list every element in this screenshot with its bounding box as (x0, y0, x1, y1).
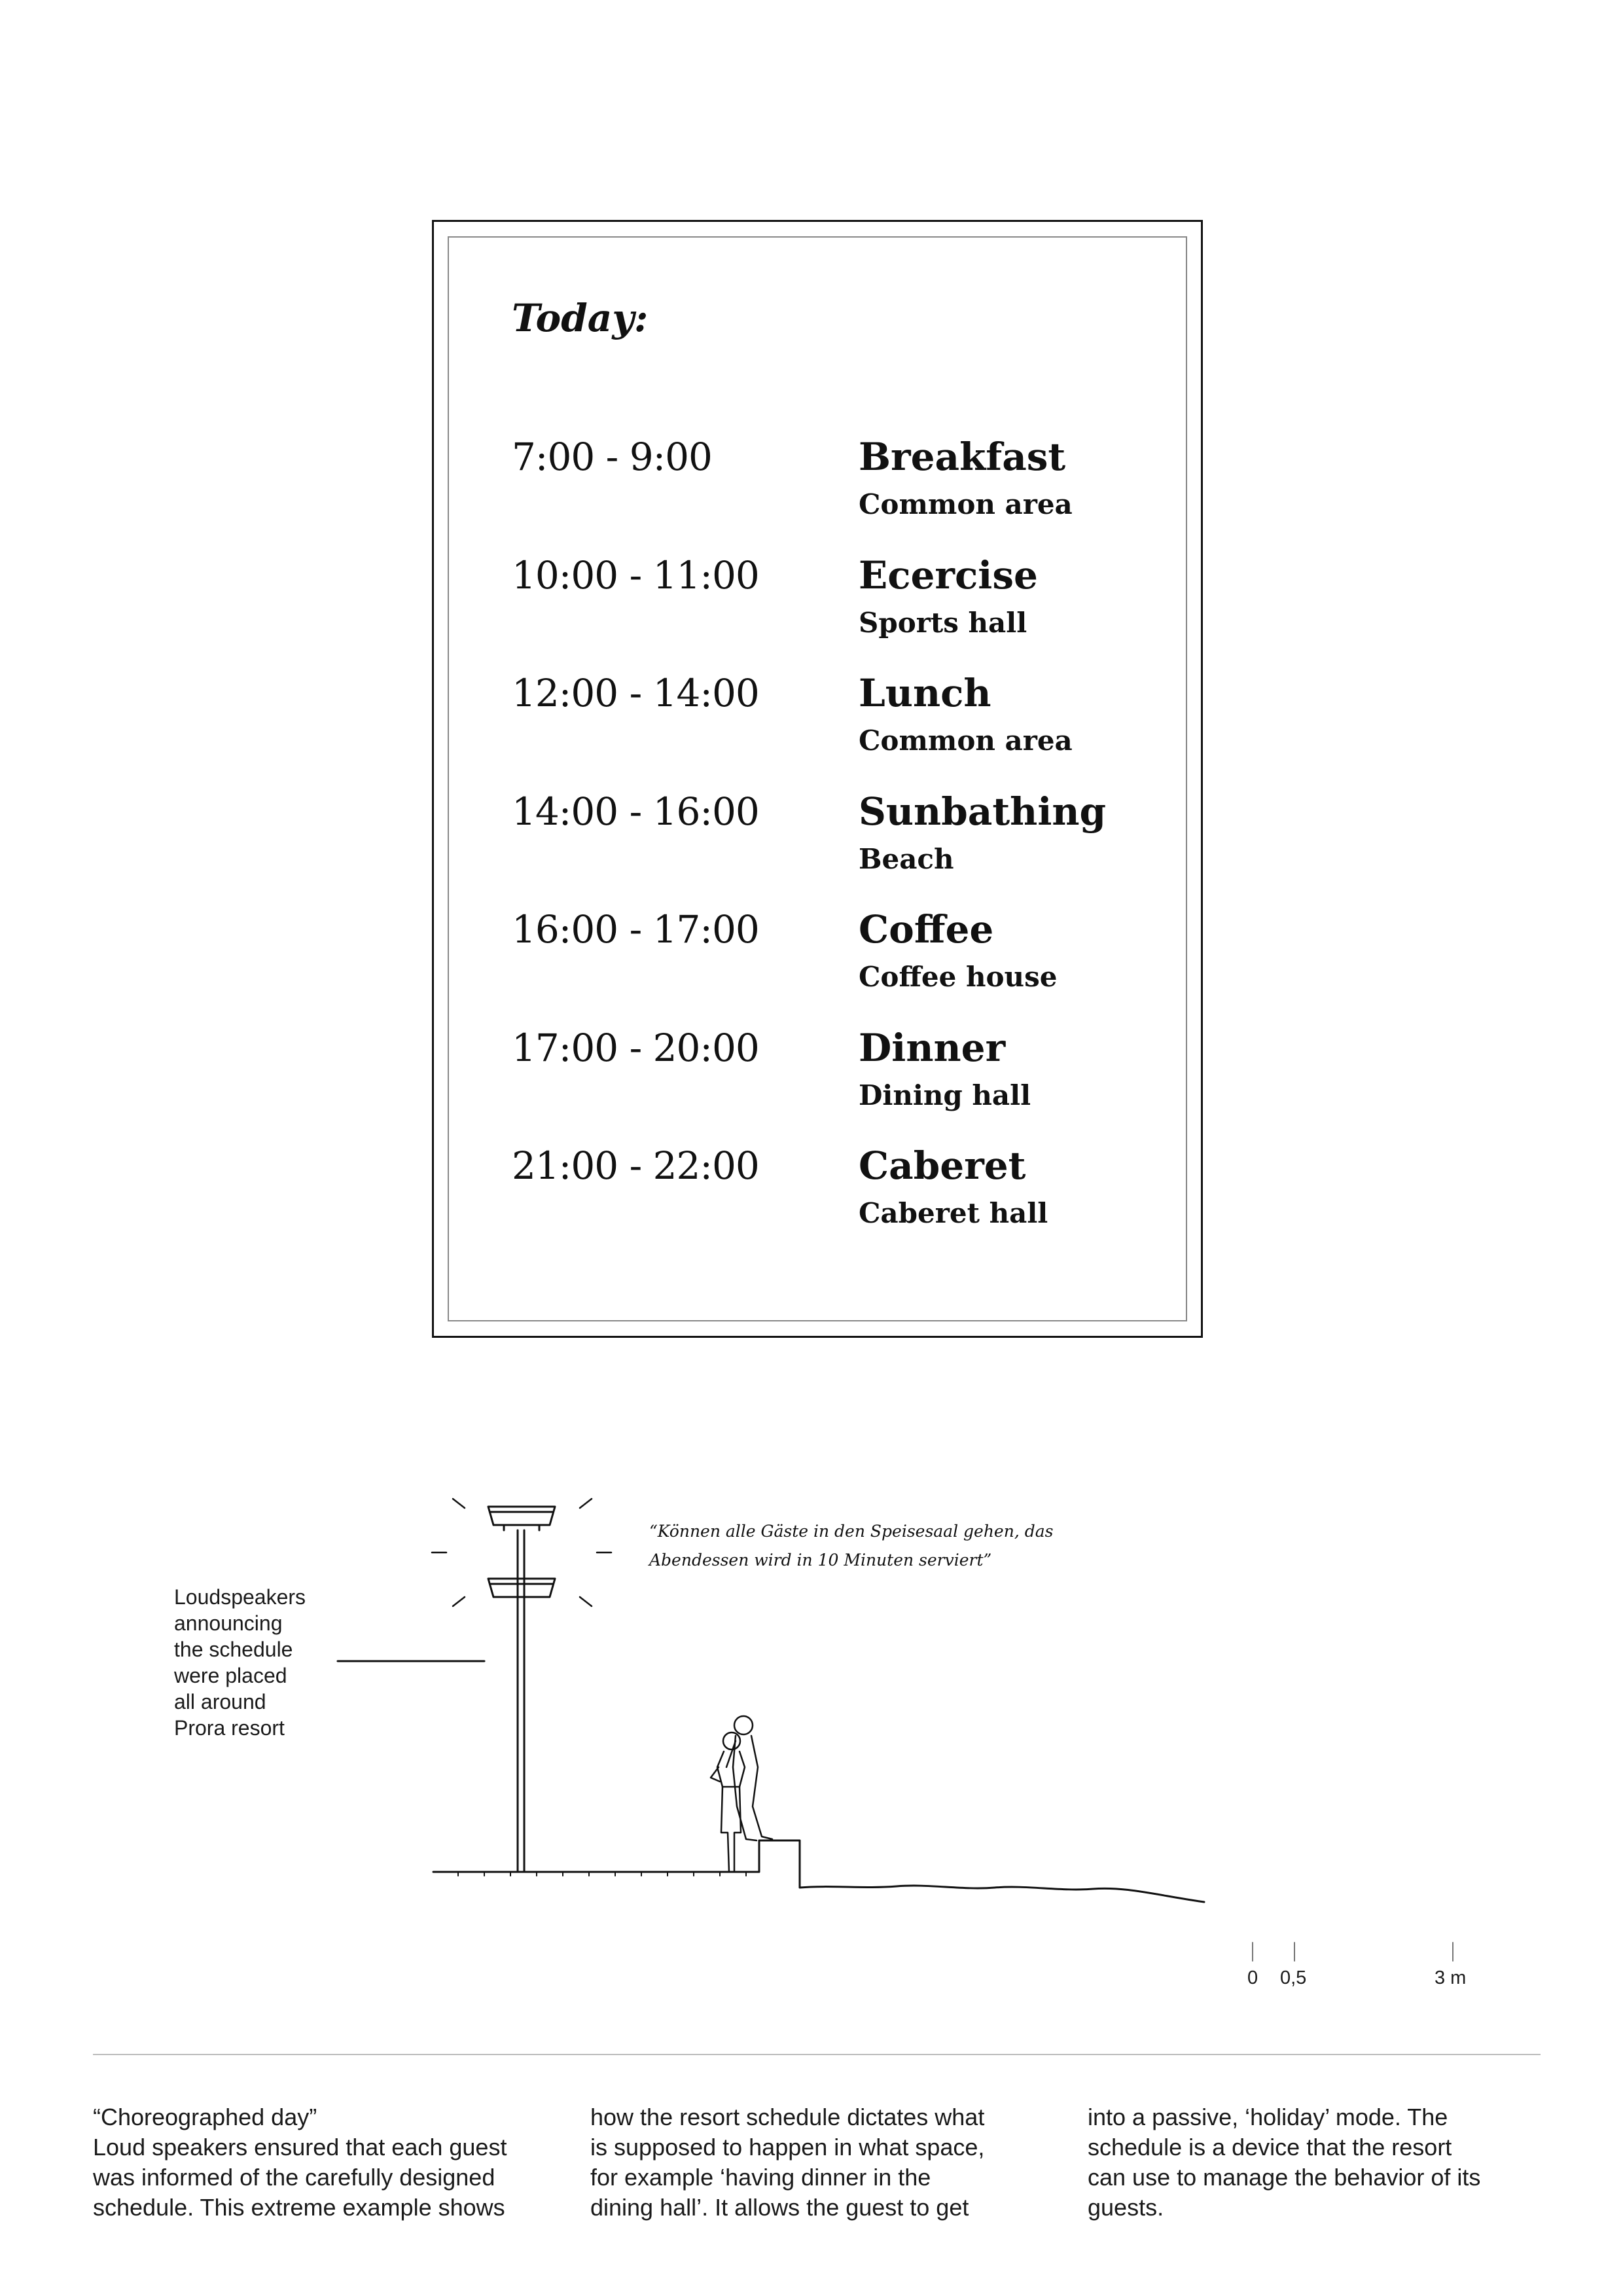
caption-column-3 (1088, 2102, 1559, 2223)
caption-line: schedule. This extreme example shows (93, 2194, 505, 2221)
schedule-time: 14:00 - 16:00 (512, 789, 759, 834)
loudspeaker-annotation (174, 1584, 344, 1741)
caption-title: “Choreographed day” (93, 2104, 317, 2130)
caption-line: for example ‘having dinner in the (590, 2164, 931, 2191)
caption-line: guests. (1088, 2194, 1164, 2221)
schedule-place: Beach (859, 843, 954, 875)
annotation-line: announcing (174, 1611, 283, 1635)
quote-line: Abendessen wird in 10 Minuten serviert” (649, 1551, 992, 1570)
schedule-time: 12:00 - 14:00 (512, 671, 759, 715)
schedule-place: Common area (859, 488, 1073, 520)
schedule-place: Caberet hall (859, 1197, 1048, 1229)
caption-line: schedule is a device that the resort (1088, 2134, 1452, 2161)
caption-line: is supposed to happen in what space, (590, 2134, 985, 2161)
announcement-quote (649, 1517, 1107, 1575)
schedule-title: Today: (512, 296, 649, 340)
caption-line: into a passive, ‘holiday’ mode. The (1088, 2104, 1448, 2130)
caption-line: was informed of the carefully designed (93, 2164, 495, 2191)
caption-column-2 (590, 2102, 1061, 2223)
scale-label: 0,5 (1280, 1967, 1307, 1988)
annotation-line: were placed (174, 1664, 287, 1687)
schedule-place: Sports hall (859, 607, 1027, 639)
schedule-activity: Lunch (859, 671, 991, 715)
schedule-activity: Ecercise (859, 553, 1038, 598)
schedule-time: 21:00 - 22:00 (512, 1143, 759, 1188)
schedule-activity: Coffee (859, 907, 994, 952)
schedule-activity: Sunbathing (859, 789, 1107, 834)
schedule-activity: Caberet (859, 1143, 1026, 1188)
schedule-time: 10:00 - 11:00 (512, 553, 759, 598)
annotation-line: Loudspeakers (174, 1585, 306, 1609)
schedule-time: 17:00 - 20:00 (512, 1026, 759, 1070)
loudspeaker-pole (518, 1530, 524, 1872)
sound-rays (432, 1499, 611, 1606)
schedule-activity: Breakfast (859, 435, 1066, 479)
scale-label: 3 m (1435, 1967, 1467, 1988)
caption-line: can use to manage the behavior of its (1088, 2164, 1481, 2191)
loudspeaker-icon (488, 1571, 555, 1597)
schedule-time: 16:00 - 17:00 (512, 907, 759, 952)
annotation-line: the schedule (174, 1638, 293, 1661)
caption-line: dining hall’. It allows the guest to get (590, 2194, 969, 2221)
schedule-place: Common area (859, 725, 1073, 757)
annotation-line: Prora resort (174, 1716, 285, 1740)
schedule-activity: Dinner (859, 1026, 1006, 1070)
caption-line: Loud speakers ensured that each guest (93, 2134, 507, 2161)
scale-bar (1253, 1943, 1453, 1961)
schedule-place: Coffee house (859, 961, 1058, 993)
caption-column-1 (93, 2102, 564, 2223)
schedule-time: 7:00 - 9:00 (512, 435, 712, 479)
caption-line: how the resort schedule dictates what (590, 2104, 985, 2130)
caption-divider (93, 2054, 1541, 2055)
quote-line: “Können alle Gäste in den Speisesaal gehen, das (649, 1522, 1054, 1541)
scale-label: 0 (1247, 1967, 1258, 1988)
ground-section (433, 1840, 1204, 1902)
loudspeaker-icon (488, 1507, 555, 1530)
guests-figure (711, 1716, 772, 1872)
annotation-line: all around (174, 1690, 266, 1713)
schedule-place: Dining hall (859, 1079, 1031, 1111)
